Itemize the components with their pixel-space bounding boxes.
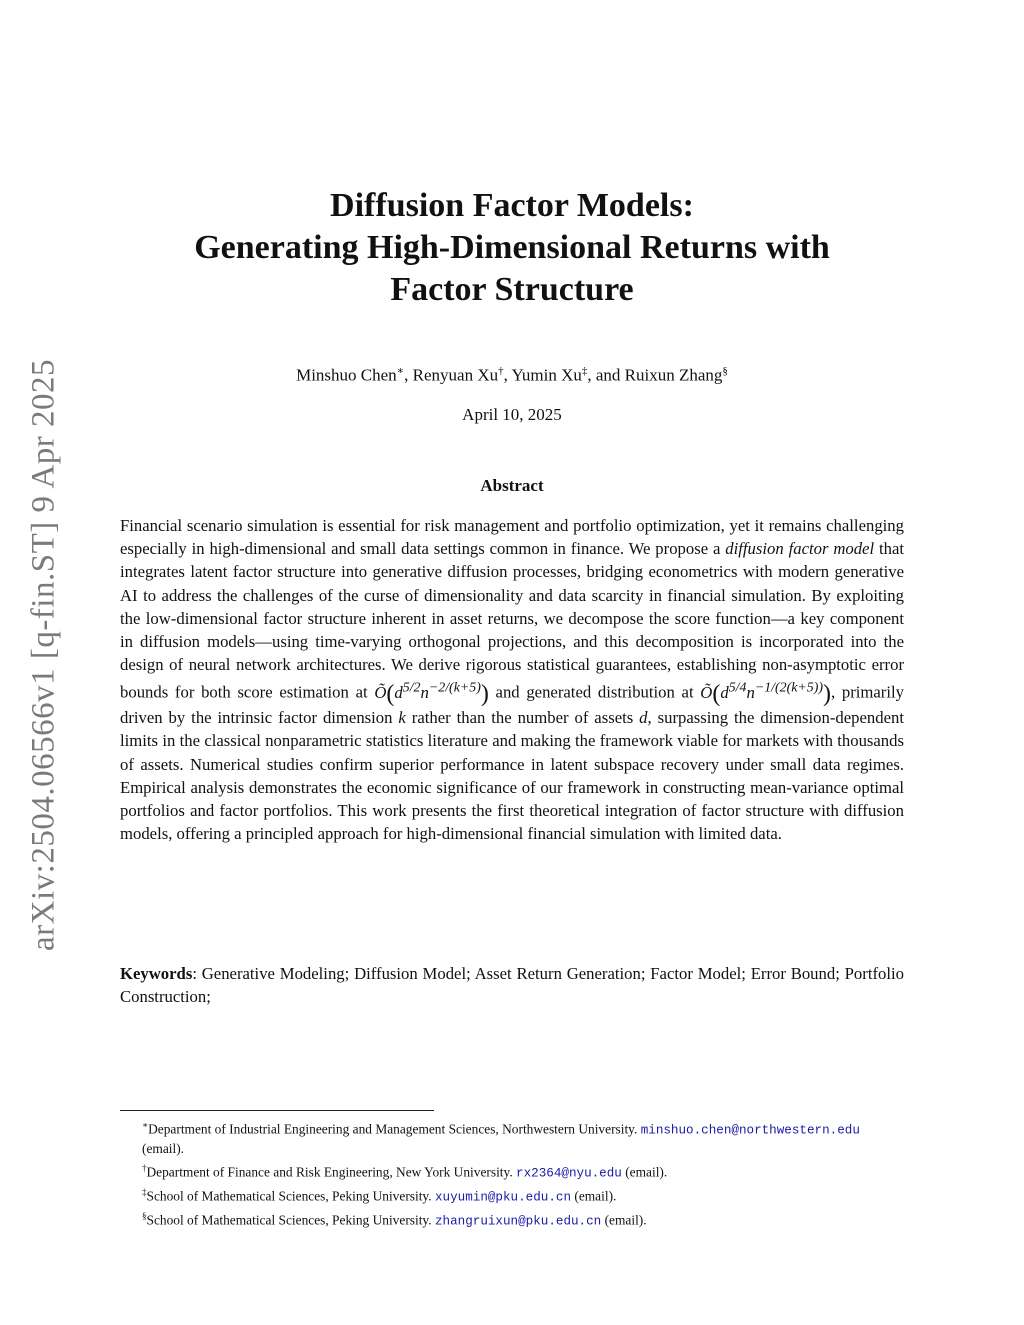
- abstract-heading: Abstract: [480, 476, 544, 495]
- email-link[interactable]: zhangruixun@pku.edu.cn: [434, 1214, 602, 1229]
- email-link[interactable]: rx2364@nyu.edu: [516, 1166, 622, 1181]
- footnote-divider: [120, 1110, 434, 1111]
- keywords-text: : Generative Modeling; Diffusion Model; Asset Return Generation; Factor Model; Error Bound; Portfolio Construction;: [120, 964, 904, 1007]
- arxiv-identifier-stamp: arXiv:2504.06566v1 [q-fin.ST] 9 Apr 2025: [25, 359, 62, 951]
- keywords-section: [120, 962, 904, 1008]
- math-var-k: k: [398, 708, 406, 728]
- author-name: and Ruixun Zhang: [595, 365, 723, 385]
- author-name: Minshuo Chen: [296, 365, 397, 385]
- publication-date: April 10, 2025: [462, 405, 562, 424]
- footnotes: [120, 1116, 904, 1231]
- author-list: Minshuo Chen∗, Renyuan Xu†, Yumin Xu‡, and Ruixun Zhang§: [296, 365, 728, 385]
- math-score-bound: $Õ(d^{5/2}n^{-2/(k+5)})$: [374, 680, 489, 707]
- footnote-item: ‡School of Mathematical Sciences, Peking University. xuyumin@pku.edu.cn (email).: [142, 1187, 617, 1205]
- author-mark[interactable]: †: [498, 365, 504, 377]
- abstract-paragraph: Financial scenario simulation is essential for risk management and portfolio optimization, yet it remains challenging especially in high-dimensional and small data settings common in finance. We propose a diffusion factor model that integrates latent factor structure into generative diffusion processes, bridging econometrics with modern generative AI to address the challenges of the curse of dimensionality and data scarcity in financial simulation. By exploiting the low-dimensional factor structure inherent in asset returns, we decompose the score function—a key component in diffusion models—using time-varying orthogonal projections, and this decomposition is incorporated into the design of neural network architectures. We derive rigorous statistical guarantees, establishing non-asymptotic error bounds for both score estimation at $Õ(d^{5/2}n^{-2/(k+5)})$ and generated distribution at $Õ(d^{5/4}n^{-1/(2(k+5))})$, primarily driven by the intrinsic factor dimension k rather than the number of assets d, surpassing the dimension-dependent limits in the classical nonparametric statistics literature and making the framework viable for markets with thousands of assets. Numerical studies confirm superior performance in latent subspace recovery under small data regimes. Empirical analysis demonstrates the economic significance of our framework in constructing mean-variance optimal portfolios and factor portfolios. This work presents the first theoretical integration of factor structure with diffusion models, offering a principled approach for high-dimensional financial simulation with limited data.: [120, 516, 905, 844]
- footnote-item: ∗Department of Industrial Engineering and Management Sciences, Northwestern University. minshuo.chen@northwestern.edu (email).: [142, 1120, 860, 1157]
- abstract-body: [120, 514, 904, 845]
- title-line-1: Diffusion Factor Models:: [330, 187, 694, 224]
- email-link[interactable]: xuyumin@pku.edu.cn: [434, 1190, 572, 1205]
- math-var-d: d: [639, 708, 648, 728]
- keywords-label: Keywords: [120, 964, 193, 983]
- email-link[interactable]: minshuo.chen@northwestern.edu: [640, 1123, 860, 1138]
- title-line-2: Generating High-Dimensional Returns with: [194, 229, 830, 266]
- footnote-item: §School of Mathematical Sciences, Peking University. zhangruixun@pku.edu.cn (email).: [142, 1211, 647, 1229]
- title-line-3: Factor Structure: [390, 271, 634, 308]
- author-mark[interactable]: §: [722, 365, 728, 377]
- paper-title: [110, 185, 914, 311]
- author-mark[interactable]: ∗: [396, 365, 405, 377]
- author-mark[interactable]: ‡: [581, 365, 588, 377]
- footnote-item: †Department of Finance and Risk Engineering, New York University. rx2364@nyu.edu (email).: [142, 1162, 668, 1181]
- emphasis-term: diffusion factor model: [725, 539, 875, 559]
- author-name: Yumin Xu: [511, 365, 582, 385]
- math-distribution-bound: $Õ(d^{5/4}n^{-1/(2(k+5))})$: [700, 680, 832, 707]
- author-name: Renyuan Xu: [412, 365, 499, 385]
